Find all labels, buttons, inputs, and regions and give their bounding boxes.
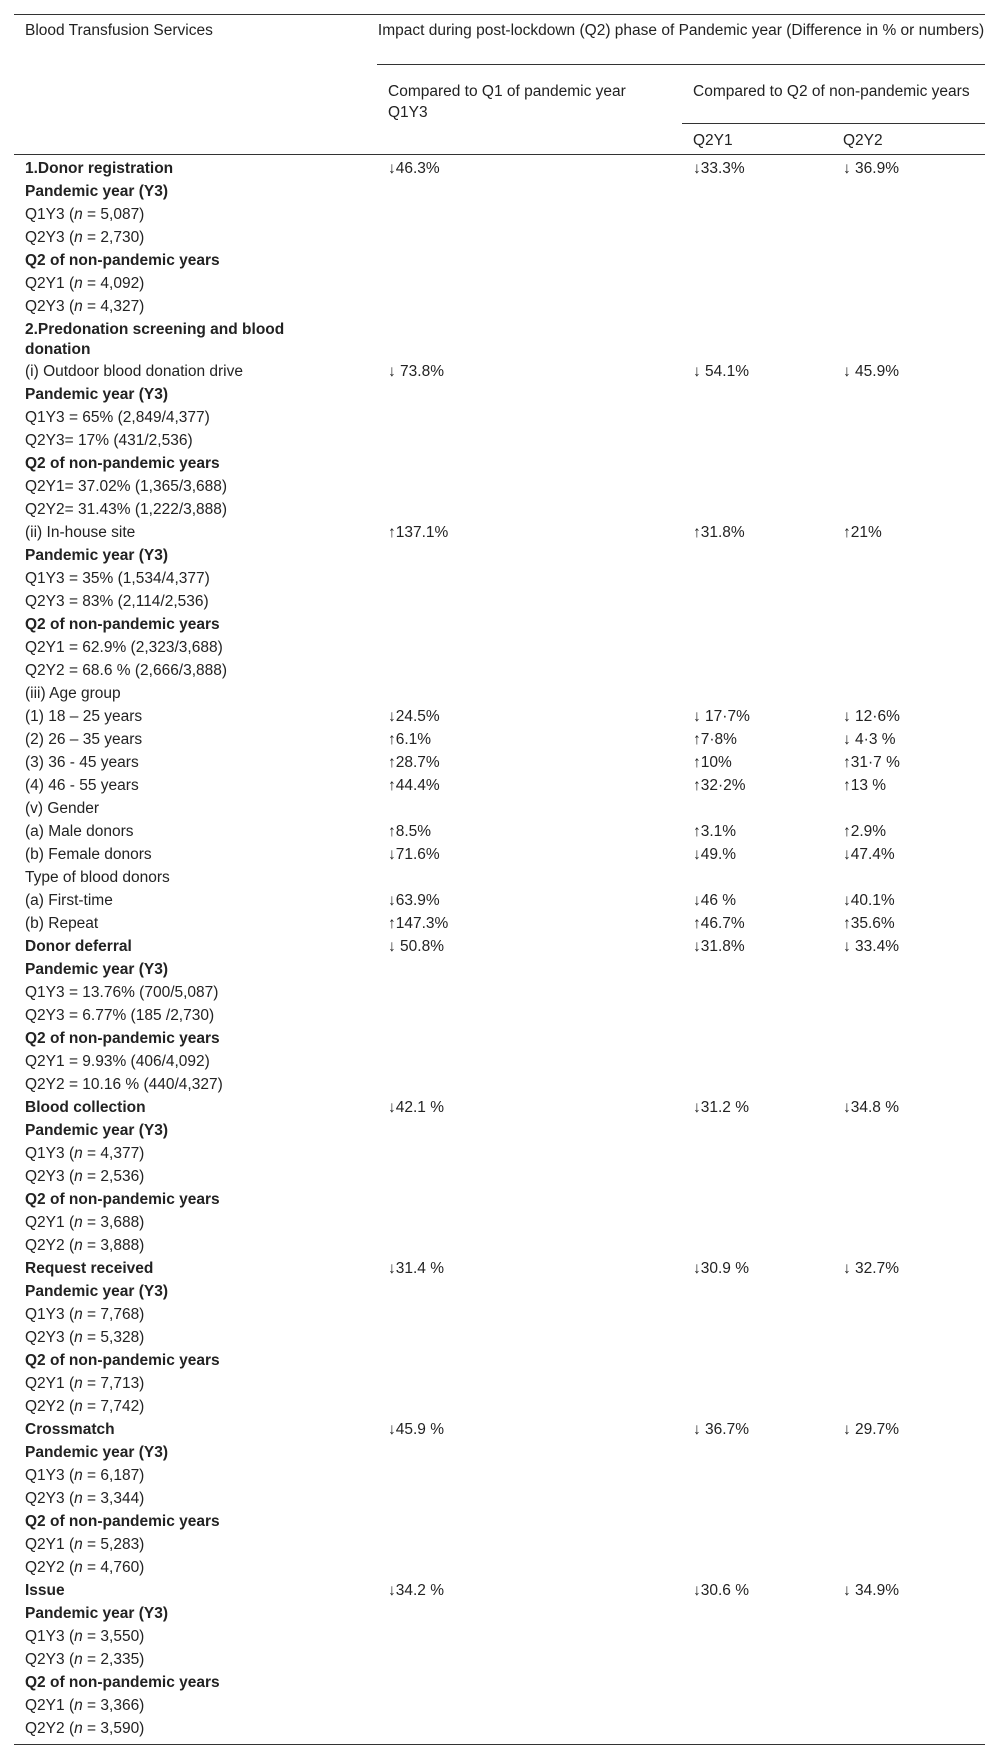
table-row: [14, 751, 985, 774]
table-row: [14, 406, 985, 429]
table-row: [14, 1602, 985, 1625]
row-label: Q2Y3 (n = 2,335): [25, 1651, 145, 1668]
row-label: Q2 of non-pandemic years: [25, 252, 220, 269]
row-label: Q2 of non-pandemic years: [25, 616, 220, 633]
value-vs-q1y3: ↑147.3%: [388, 915, 449, 932]
table-row: [14, 1119, 985, 1142]
row-label: Q2Y2 = 10.16 % (440/4,327): [25, 1076, 223, 1093]
value-vs-q2y1: ↑31.8%: [693, 524, 745, 541]
header-q2y2: Q2Y2: [843, 132, 883, 149]
table-body: [14, 157, 985, 1740]
value-vs-q2y2: ↓ 4·3 %: [843, 731, 896, 748]
row-label: Pandemic year (Y3): [25, 961, 169, 978]
value-vs-q2y2: ↑21%: [843, 524, 882, 541]
header-span-rule: [377, 64, 985, 65]
table-row: [14, 360, 985, 383]
row-label: Q2Y1 (n = 7,713): [25, 1375, 145, 1392]
row-label: Q2Y3 = 6.77% (185 /2,730): [25, 1007, 215, 1024]
table-row: [14, 613, 985, 636]
row-label: Q1Y3 = 65% (2,849/4,377): [25, 409, 210, 426]
table-row: [14, 889, 985, 912]
row-label: (i) Outdoor blood donation drive: [25, 363, 243, 380]
row-label: Q2Y1 = 9.93% (406/4,092): [25, 1053, 210, 1070]
table-row: [14, 1671, 985, 1694]
table-row: [14, 272, 985, 295]
row-label: Q2 of non-pandemic years: [25, 1352, 220, 1369]
table-row: [14, 383, 985, 406]
value-vs-q2y2: ↓ 45.9%: [843, 363, 900, 380]
row-label: Pandemic year (Y3): [25, 1122, 169, 1139]
row-label: (a) Male donors: [25, 823, 134, 840]
value-vs-q1y3: ↓71.6%: [388, 846, 440, 863]
row-label: Q2Y2 = 68.6 % (2,666/3,888): [25, 662, 228, 679]
header-compared-q1: Compared to Q1 of pandemic year Q1Y3: [388, 83, 626, 121]
table-row: [14, 1257, 985, 1280]
row-label: (ii) In-house site: [25, 524, 136, 541]
value-vs-q1y3: ↑28.7%: [388, 754, 440, 771]
value-vs-q2y1: ↑46.7%: [693, 915, 745, 932]
value-vs-q2y2: ↓ 12·6%: [843, 708, 900, 725]
row-label: Donor deferral: [25, 938, 132, 955]
row-label: Q2Y3 (n = 2,730): [25, 229, 145, 246]
table-row: [14, 1556, 985, 1579]
value-vs-q2y1: ↓49.%: [693, 846, 737, 863]
value-vs-q2y2: ↑31·7 %: [843, 754, 900, 771]
value-vs-q2y1: ↓31.8%: [693, 938, 745, 955]
row-label: Q2Y3 (n = 3,344): [25, 1490, 145, 1507]
table-row: [14, 452, 985, 475]
value-vs-q2y2: ↓47.4%: [843, 846, 895, 863]
value-vs-q1y3: ↑137.1%: [388, 524, 449, 541]
table-row: [14, 498, 985, 521]
row-label: Pandemic year (Y3): [25, 386, 169, 403]
table-row: [14, 429, 985, 452]
table-row: [14, 1349, 985, 1372]
table-row: [14, 1510, 985, 1533]
table-row: [14, 1372, 985, 1395]
table-row: [14, 1073, 985, 1096]
row-label: Q2Y2 (n = 4,760): [25, 1559, 145, 1576]
value-vs-q2y1: ↓30.6 %: [693, 1582, 750, 1599]
value-vs-q1y3: ↓ 73.8%: [388, 363, 445, 380]
table-row: [14, 203, 985, 226]
row-label: Q2Y1 (n = 5,283): [25, 1536, 145, 1553]
table-row: [14, 157, 985, 180]
row-label: Q2 of non-pandemic years: [25, 455, 220, 472]
header-bottom-rule: [14, 154, 985, 155]
value-vs-q2y2: ↓34.8 %: [843, 1099, 900, 1116]
row-label: (4) 46 - 55 years: [25, 777, 139, 794]
value-vs-q2y1: ↓ 54.1%: [693, 363, 750, 380]
row-label: Q2Y3 (n = 5,328): [25, 1329, 145, 1346]
table-row: [14, 1326, 985, 1349]
table-row: [14, 1441, 985, 1464]
table-row: [14, 935, 985, 958]
table-row: [14, 1648, 985, 1671]
table-bottom-rule: [14, 1744, 985, 1745]
row-label: Q2 of non-pandemic years: [25, 1674, 220, 1691]
row-label: Q2Y1 = 62.9% (2,323/3,688): [25, 639, 223, 656]
row-label: Q1Y3 (n = 5,087): [25, 206, 145, 223]
table-row: [14, 249, 985, 272]
value-vs-q2y1: ↓46 %: [693, 892, 737, 909]
row-label: Q2Y3= 17% (431/2,536): [25, 432, 193, 449]
table-row: [14, 912, 985, 935]
value-vs-q2y1: ↓ 36.7%: [693, 1421, 750, 1438]
table-row: [14, 728, 985, 751]
table-row: [14, 1096, 985, 1119]
table-row: [14, 1142, 985, 1165]
row-label: Q2Y1= 37.02% (1,365/3,688): [25, 478, 228, 495]
table-row: [14, 1280, 985, 1303]
value-vs-q1y3: ↓24.5%: [388, 708, 440, 725]
table-row: [14, 295, 985, 318]
row-label: (v) Gender: [25, 800, 100, 817]
value-vs-q2y1: ↓30.9 %: [693, 1260, 750, 1277]
table-row: [14, 1211, 985, 1234]
table-row: [14, 843, 985, 866]
row-label: Q2 of non-pandemic years: [25, 1191, 220, 1208]
value-vs-q1y3: ↓ 50.8%: [388, 938, 445, 955]
table-row: [14, 1027, 985, 1050]
value-vs-q1y3: ↓31.4 %: [388, 1260, 445, 1277]
table-row: [14, 797, 985, 820]
row-label: Q2Y2 (n = 3,590): [25, 1720, 145, 1737]
table-row: [14, 1188, 985, 1211]
table-row: [14, 820, 985, 843]
row-label: Pandemic year (Y3): [25, 1605, 169, 1622]
value-vs-q2y2: ↓ 29.7%: [843, 1421, 900, 1438]
row-label: (2) 26 – 35 years: [25, 731, 143, 748]
row-label: Q2Y2 (n = 3,888): [25, 1237, 145, 1254]
table-row: [14, 981, 985, 1004]
header-impact: Impact during post-lockdown (Q2) phase of Pandemic year (Difference in % or numbers): [377, 22, 985, 39]
row-label: Q2Y1 (n = 3,688): [25, 1214, 145, 1231]
row-label: Q1Y3 = 35% (1,534/4,377): [25, 570, 210, 587]
value-vs-q2y2: ↓ 36.9%: [843, 160, 900, 177]
value-vs-q1y3: ↓46.3%: [388, 160, 440, 177]
value-vs-q2y1: ↑10%: [693, 754, 732, 771]
row-label: Q1Y3 (n = 7,768): [25, 1306, 145, 1323]
row-label: Pandemic year (Y3): [25, 547, 169, 564]
table-row: [14, 521, 985, 544]
row-label: Q2Y1 (n = 3,366): [25, 1697, 145, 1714]
value-vs-q1y3: ↓45.9 %: [388, 1421, 445, 1438]
row-label: (3) 36 - 45 years: [25, 754, 139, 771]
table-row: [14, 866, 985, 889]
row-label: Blood collection: [25, 1099, 146, 1116]
row-label: (a) First-time: [25, 892, 113, 909]
table-row: [14, 475, 985, 498]
row-label: Q2 of non-pandemic years: [25, 1030, 220, 1047]
row-label: Q2Y2= 31.43% (1,222/3,888): [25, 501, 228, 518]
table-row: [14, 636, 985, 659]
value-vs-q2y2: ↓ 32.7%: [843, 1260, 900, 1277]
value-vs-q1y3: ↓34.2 %: [388, 1582, 445, 1599]
row-label: Pandemic year (Y3): [25, 1283, 169, 1300]
table-row: [14, 226, 985, 249]
row-label: Q2 of non-pandemic years: [25, 1513, 220, 1530]
table-row: [14, 659, 985, 682]
row-label: 2.Predonation screening and blood donation: [25, 321, 285, 358]
row-label: 1.Donor registration: [25, 160, 174, 177]
row-label: Type of blood donors: [25, 869, 170, 886]
row-label: (b) Female donors: [25, 846, 152, 863]
table-row: [14, 318, 985, 360]
value-vs-q2y2: ↓ 33.4%: [843, 938, 900, 955]
value-vs-q1y3: ↓42.1 %: [388, 1099, 445, 1116]
table-row: [14, 1050, 985, 1073]
table-row: [14, 1165, 985, 1188]
row-label: Q1Y3 = 13.76% (700/5,087): [25, 984, 219, 1001]
row-label: (1) 18 – 25 years: [25, 708, 143, 725]
row-label: Q2Y3 = 83% (2,114/2,536): [25, 593, 209, 610]
value-vs-q2y2: ↓ 34.9%: [843, 1582, 900, 1599]
value-vs-q2y2: ↑13 %: [843, 777, 887, 794]
table-row: [14, 1579, 985, 1602]
header-q2y1: Q2Y1: [693, 132, 733, 149]
table-row: [14, 1717, 985, 1740]
row-label: Q2Y2 (n = 7,742): [25, 1398, 145, 1415]
row-label: Q1Y3 (n = 4,377): [25, 1145, 145, 1162]
table-row: [14, 1004, 985, 1027]
table-row: [14, 590, 985, 613]
row-label: (b) Repeat: [25, 915, 99, 932]
row-label: Q1Y3 (n = 3,550): [25, 1628, 145, 1645]
value-vs-q1y3: ↑6.1%: [388, 731, 432, 748]
row-label: (iii) Age group: [25, 685, 121, 702]
table-row: [14, 544, 985, 567]
header-subspan-rule: [682, 123, 985, 124]
header-services: Blood Transfusion Services: [25, 22, 213, 39]
table-row: [14, 1487, 985, 1510]
value-vs-q2y1: ↑32·2%: [693, 777, 746, 794]
value-vs-q2y1: ↑3.1%: [693, 823, 737, 840]
row-label: Q2Y3 (n = 4,327): [25, 298, 145, 315]
row-label: Q1Y3 (n = 6,187): [25, 1467, 145, 1484]
table-row: [14, 180, 985, 203]
value-vs-q2y2: ↑2.9%: [843, 823, 887, 840]
table-row: [14, 1395, 985, 1418]
value-vs-q1y3: ↓63.9%: [388, 892, 440, 909]
table-row: [14, 705, 985, 728]
value-vs-q2y1: ↓ 17·7%: [693, 708, 750, 725]
value-vs-q1y3: ↑8.5%: [388, 823, 432, 840]
row-label: Issue: [25, 1582, 65, 1599]
value-vs-q2y1: ↓31.2 %: [693, 1099, 750, 1116]
table-row: [14, 1533, 985, 1556]
row-label: Q2Y3 (n = 2,536): [25, 1168, 145, 1185]
table-row: [14, 1234, 985, 1257]
table-row: [14, 567, 985, 590]
table-top-rule: [14, 14, 985, 15]
value-vs-q2y2: ↑35.6%: [843, 915, 895, 932]
row-label: Crossmatch: [25, 1421, 115, 1438]
table-row: [14, 1303, 985, 1326]
table-row: [14, 1625, 985, 1648]
value-vs-q2y1: ↓33.3%: [693, 160, 745, 177]
table-row: [14, 1694, 985, 1717]
value-vs-q1y3: ↑44.4%: [388, 777, 440, 794]
row-label: Q2Y1 (n = 4,092): [25, 275, 145, 292]
row-label: Request received: [25, 1260, 154, 1277]
value-vs-q2y2: ↓40.1%: [843, 892, 895, 909]
table-row: [14, 958, 985, 981]
table-row: [14, 1464, 985, 1487]
row-label: Pandemic year (Y3): [25, 183, 169, 200]
row-label: Pandemic year (Y3): [25, 1444, 169, 1461]
table-row: [14, 682, 985, 705]
table-row: [14, 774, 985, 797]
table-row: [14, 1418, 985, 1441]
value-vs-q2y1: ↑7·8%: [693, 731, 737, 748]
header-compared-q2: Compared to Q2 of non-pandemic years: [693, 83, 970, 100]
